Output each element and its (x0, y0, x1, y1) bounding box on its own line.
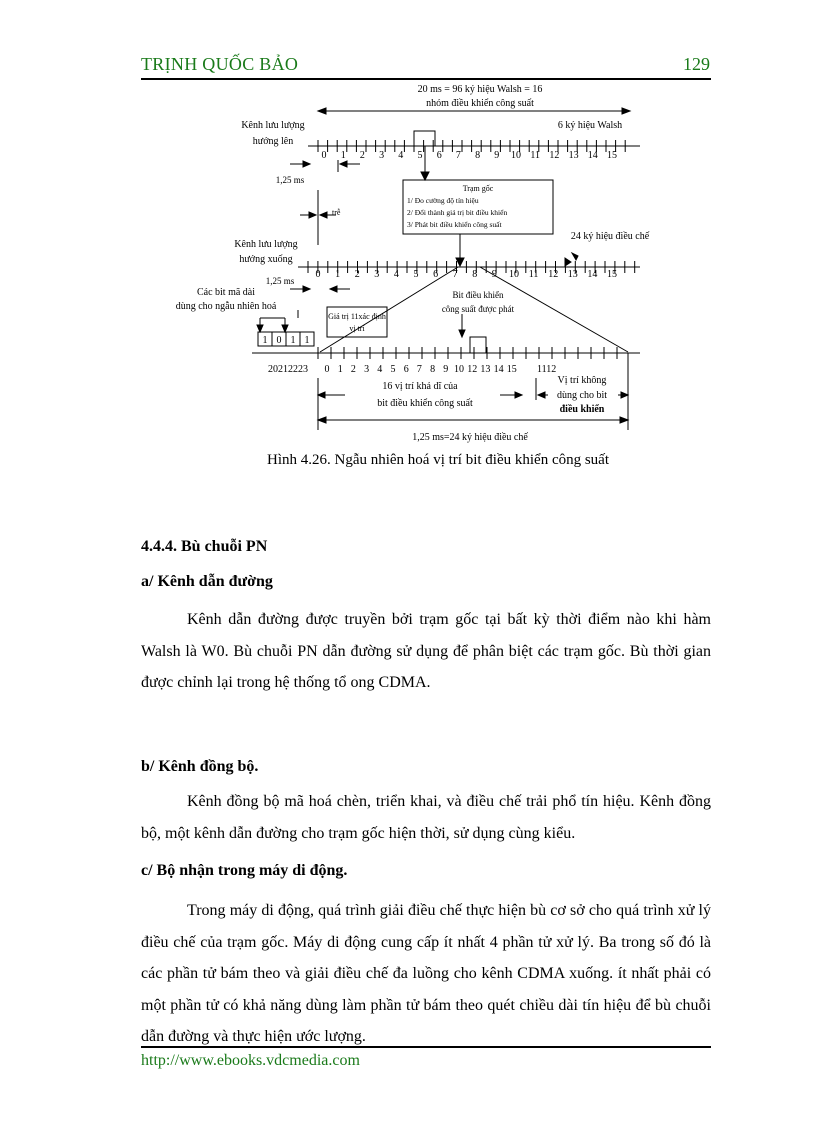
uplink-label-2: hướng lên (252, 136, 294, 147)
bottom-number-9: 9 (443, 364, 449, 375)
bottom-numbers-left: 20212223 (268, 364, 308, 375)
footer-rule (141, 1046, 711, 1048)
subsection-b-title: b/ Kênh đồng bộ. (141, 758, 259, 775)
uplink-number-4: 4 (398, 150, 404, 161)
power-bit-label-2: công suất được phát (441, 304, 515, 314)
downlink-number-15: 15 (607, 269, 617, 280)
bottom-number-7: 7 (416, 364, 422, 375)
base-station-line-3: 3/ Phát bit điều khiển công suất (407, 220, 502, 229)
possible-positions-1: 16 vị trí khả dĩ của (382, 381, 458, 392)
figure-caption-text: Hình 4.26. Ngẫu nhiên hoá vị trí bit điều khiển công suất (266, 452, 610, 468)
uplink-label-1: Kênh lưu lượng (241, 120, 305, 131)
subsection-c-text: Trong máy di động, quá trình giải điều chế thực hiện bù cơ sở cho quá trình xử lý điều chế của trạm gốc. Máy di động cung cấp ít nhất 4 phần tử xử lý. Ba trong số đó là các phần tử bám theo và giải điều chế đa luồng cho kênh CDMA xuống. ít nhất phải có một phần tử có khả năng dùng làm phần tử bám theo quét chiều dài tín hiệu để bù chuỗi dẫn đường và thực hiện ước lượng. (141, 902, 711, 1045)
uplink-number-0: 0 (321, 150, 327, 161)
downlink-number-7: 7 (452, 269, 458, 280)
bottom-number-1: 1 (337, 364, 343, 375)
ms125-label-2: 1,25 ms (265, 276, 295, 286)
top-span-label-1: 20 ms = 96 ký hiệu Walsh = 16 (417, 84, 543, 95)
section-title: 4.4.4. Bù chuỗi PN (141, 538, 268, 555)
uplink-number-2: 2 (359, 150, 365, 161)
power-control-diagram (141, 80, 711, 500)
downlink-number-4: 4 (393, 269, 399, 280)
subsection-c-title: c/ Bộ nhận trong máy di động. (141, 862, 348, 879)
bit-4: 1 (304, 335, 310, 346)
downlink-number-0: 0 (315, 269, 321, 280)
value-box-line-2: vị trí (349, 324, 365, 333)
base-station-title: Trạm gốc (462, 184, 494, 193)
base-station-line-2: 2/ Đổi thành giá trị bit điều khiển (407, 208, 508, 217)
downlink-label-2: hướng xuống (239, 254, 293, 265)
bottom-numbers-right: 1112 (537, 364, 557, 375)
base-station-line-1: 1/ Đo cường độ tín hiệu (407, 196, 479, 205)
uplink-number-10: 10 (511, 150, 521, 161)
bottom-number-13: 13 (480, 364, 491, 375)
ms125-label: 1,25 ms (275, 175, 305, 185)
downlink-number-6: 6 (433, 269, 439, 280)
uplink-number-9: 9 (494, 150, 500, 161)
bit-3: 1 (290, 335, 296, 346)
long-code-label-2: dùng cho ngẫu nhiên hoá (175, 301, 277, 312)
uplink-number-8: 8 (475, 150, 481, 161)
downlink-number-8: 8 (472, 269, 478, 280)
bottom-number-0: 0 (324, 364, 330, 375)
subsection-a-text: Kênh dẫn đường được truyền bởi trạm gốc tại bất kỳ thời điểm nào khi hàm Walsh là W0. Bù chuỗi PN dẫn đường sử dụng để phân biệt các trạm gốc. Bù thời gian được chỉnh lại trong hệ thống tổ ong CDMA. (141, 611, 711, 691)
bit-1: 1 (262, 335, 268, 346)
power-bit-label-1: Bit điều khiển (452, 290, 504, 300)
bottom-number-6: 6 (403, 364, 409, 375)
bottom-number-5: 5 (390, 364, 396, 375)
downlink-label-1: Kênh lưu lượng (234, 239, 298, 250)
unused-positions-1: Vị trí không (557, 375, 607, 386)
page-number: 129 (683, 54, 710, 74)
downlink-number-2: 2 (354, 269, 360, 280)
downlink-number-9: 9 (491, 269, 497, 280)
downlink-number-3: 3 (374, 269, 380, 280)
top-span-label-2: nhóm điều khiển công suất (426, 98, 534, 109)
unused-positions-3: điều khiển (559, 404, 605, 415)
downlink-number-12: 12 (548, 269, 559, 280)
uplink-number-3: 3 (379, 150, 385, 161)
mod24-label: 24 ký hiệu điều chế (570, 231, 650, 242)
bottom-number-8: 8 (430, 364, 436, 375)
downlink-number-5: 5 (413, 269, 419, 280)
downlink-number-1: 1 (335, 269, 341, 280)
unused-positions-2: dùng cho bit (557, 390, 607, 401)
downlink-number-11: 11 (528, 269, 539, 280)
header-author: TRỊNH QUỐC BẢO (141, 54, 299, 74)
downlink-number-10: 10 (509, 269, 519, 280)
page-header (141, 52, 710, 78)
downlink-number-14: 14 (587, 269, 598, 280)
bottom-number-3: 3 (364, 364, 370, 375)
uplink-number-5: 5 (417, 150, 423, 161)
bottom-number-4: 4 (377, 364, 383, 375)
uplink-number-1: 1 (340, 150, 346, 161)
possible-positions-2: bit điều khiển công suất (377, 398, 473, 409)
subsection-a-title: a/ Kênh dẫn đường (141, 573, 273, 590)
subsection-b-text: Kênh đồng bộ mã hoá chèn, triển khai, và điều chế trải phổ tín hiệu. Kênh đồng bộ, một kênh dẫn đường cho trạm gốc hiện thời, sử dụng cùng kiểu. (141, 793, 711, 842)
uplink-number-12: 12 (549, 150, 560, 161)
uplink-number-13: 13 (568, 150, 579, 161)
downlink-number-13: 13 (567, 269, 578, 280)
footer-link[interactable]: http://www.ebooks.vdcmedia.com (141, 1052, 360, 1069)
uplink-number-7: 7 (455, 150, 461, 161)
uplink-number-11: 11 (530, 150, 541, 161)
walsh6-label: 6 ký hiệu Walsh (557, 120, 623, 131)
bit-2: 0 (276, 335, 282, 346)
uplink-number-15: 15 (607, 150, 617, 161)
bottom-number-2: 2 (350, 364, 356, 375)
uplink-number-6: 6 (436, 150, 442, 161)
delay-label: trễ (332, 208, 341, 217)
figure-caption (0, 452, 816, 469)
bottom-total-label: 1,25 ms=24 ký hiệu điều chế (412, 432, 528, 443)
bottom-number-14: 14 (493, 364, 504, 375)
value-box-line-1: Giá trị 11xác định (328, 312, 386, 321)
long-code-label-1: Các bit mã dài (196, 287, 256, 298)
bottom-number-12: 12 (467, 364, 478, 375)
bottom-number-10: 10 (454, 364, 464, 375)
bottom-number-15: 15 (506, 364, 517, 375)
uplink-number-14: 14 (587, 150, 598, 161)
